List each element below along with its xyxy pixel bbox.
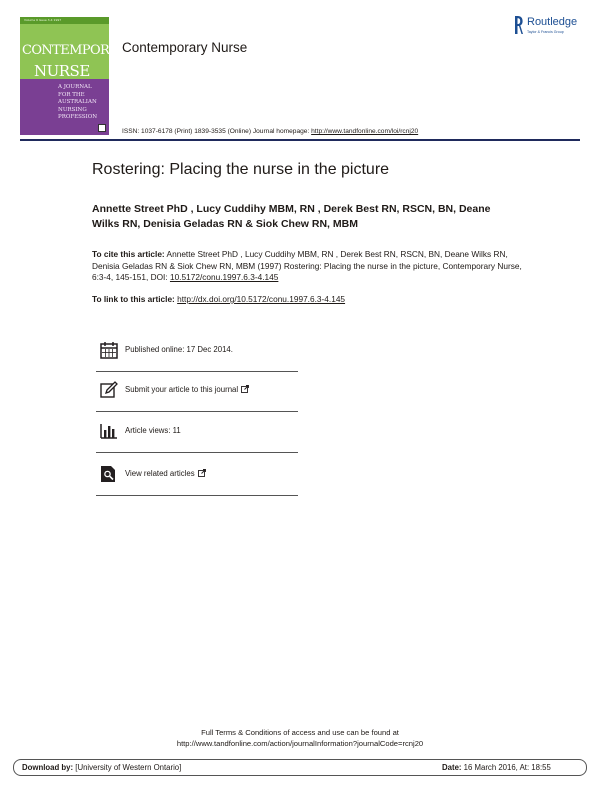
- article-authors: Annette Street PhD , Lucy Cuddihy MBM, RN , Derek Best RN, RSCN, BN, Deane Wilks RN, Denisia Geladas RN & Siok Chew RN, MBM: [92, 203, 491, 230]
- edit-icon: [100, 381, 118, 399]
- submit-article-link[interactable]: [125, 385, 249, 394]
- bar-chart-icon: [100, 422, 118, 440]
- row-divider: [96, 495, 298, 496]
- article-views-row: [96, 414, 298, 453]
- publisher-logo: [513, 15, 589, 39]
- download-date-value: 16 March 2016, At: 18:55: [461, 763, 551, 772]
- cover-subtitle: A JOURNAL FOR THE AUSTRALIAN NURSING PROFESSION: [58, 84, 98, 121]
- article-link-block: [92, 294, 522, 304]
- citation-label: To cite this article:: [92, 249, 165, 259]
- citation-text: Annette Street PhD , Lucy Cuddihy MBM, RN , Derek Best RN, RSCN, BN, Deane Wilks RN, Denisia Geladas RN & Siok Chew RN, MBM (1997) Rostering: Placing the nurse in the picture, Contemporary Nurse, 6:3-4, 145-151, DOI:: [92, 249, 522, 283]
- downloaded-by-value: [University of Western Ontario]: [73, 763, 182, 772]
- article-title: Rostering: Placing the nurse in the picture: [92, 161, 390, 178]
- search-document-icon: [100, 465, 118, 483]
- journal-homepage-link[interactable]: http://www.tandfonline.com/loi/rcnj20: [311, 128, 419, 135]
- cover-title-line2: NURSE: [34, 62, 90, 80]
- downloaded-by: [22, 763, 181, 772]
- published-online-row: [96, 333, 298, 372]
- submit-article-row[interactable]: [96, 373, 298, 412]
- terms-url-link[interactable]: http://www.tandfonline.com/action/journalInformation?journalCode=rcnj20: [176, 739, 424, 748]
- external-link-icon: [198, 469, 206, 477]
- downloaded-by-label: Download by:: [22, 763, 74, 772]
- issn-line: [122, 128, 418, 135]
- issn-text: ISSN: 1037-6178 (Print) 1839-3535 (Online) Journal homepage:: [122, 128, 312, 135]
- citation-doi-link[interactable]: 10.5172/conu.1997.6.3-4.145: [169, 272, 279, 283]
- cover-band-text: Volume 6 Issue 3-4 1997: [24, 18, 62, 22]
- terms-footer: [0, 727, 600, 749]
- related-articles-row[interactable]: [96, 457, 298, 496]
- article-doi-link[interactable]: http://dx.doi.org/10.5172/conu.1997.6.3-4.145: [177, 294, 346, 304]
- publisher-tagline: Taylor & Francis Group: [527, 30, 564, 34]
- download-date-label: Date:: [442, 763, 462, 772]
- cover-publisher-logo-icon: [98, 124, 106, 132]
- journal-cover-image: [20, 17, 135, 135]
- related-articles-link[interactable]: [125, 469, 206, 478]
- external-link-icon: [241, 385, 249, 393]
- download-info-bar: [13, 759, 587, 776]
- row-divider: [96, 371, 298, 372]
- published-online-text: Published online: 17 Dec 2014.: [125, 345, 233, 354]
- submit-article-text: Submit your article to this journal: [125, 385, 239, 394]
- header-divider: [20, 139, 580, 141]
- cover-top-band: [20, 17, 109, 24]
- download-date: [442, 763, 551, 772]
- citation-block: [92, 249, 522, 284]
- publisher-name: Routledge: [527, 16, 578, 28]
- terms-line: Full Terms & Conditions of access and use can be found at: [201, 728, 399, 737]
- cover-title-line1: CONTEMPORARY: [22, 43, 135, 58]
- calendar-icon: [100, 341, 118, 359]
- routledge-r-icon: [513, 15, 523, 35]
- journal-title: Contemporary Nurse: [122, 40, 248, 55]
- article-views-text: Article views: 11: [125, 426, 181, 435]
- row-divider: [96, 452, 298, 453]
- article-link-label: To link to this article:: [92, 294, 178, 304]
- row-divider: [96, 411, 298, 412]
- related-articles-text: View related articles: [125, 469, 195, 478]
